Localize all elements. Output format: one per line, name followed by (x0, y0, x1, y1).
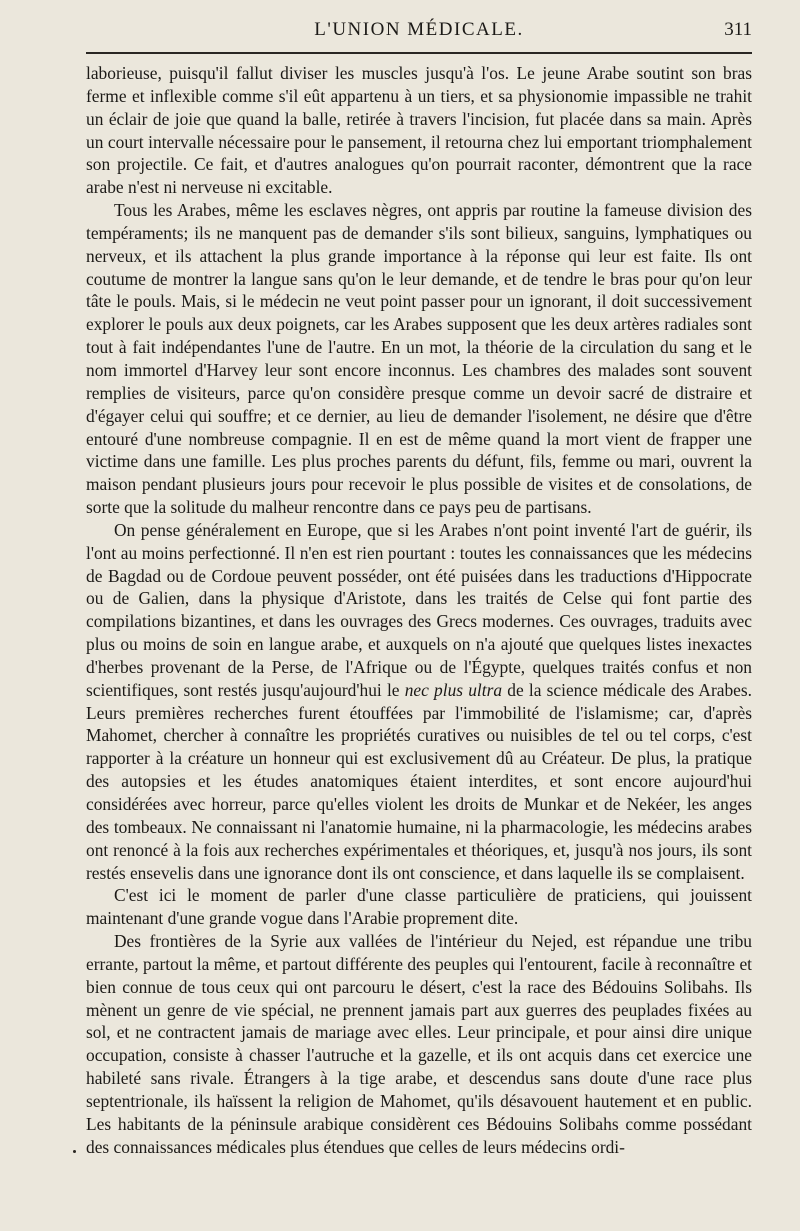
paragraph (86, 62, 752, 199)
margin-mark (73, 1150, 76, 1153)
paragraph-text: Tous les Arabes, même les esclaves nègres, ont appris par routine la fameuse division des tempéraments; ils ne manquent pas de demander s'ils sont bilieux, sanguins, lymphatiques ou nerveux, et ils attachent la plus grande importance à la réponse qui leur est faite. Ils ont coutume de montrer la langue sans qu'on le leur demande, et de tendre le bras pour qu'on leur tâte le pouls. Mais, si le médecin ne veut point passer pour un ignorant, il doit successivement explorer le pouls aux deux poignets, car les Arabes supposent que les deux artères radiales sont tout à fait indépendantes l'une de l'autre. En un mot, la théorie de la circulation du sang et le nom immortel d'Harvey leur sont encore inconnus. Les chambres des malades sont souvent remplies de visiteurs, parce qu'on considère presque comme un devoir sacré de distraire et d'égayer celui qui souffre; et ce dernier, au lieu de demander l'isolement, ne désire que d'être entouré d'une nombreuse compagnie. Il en est de même quand la mort vient de frapper une victime dans une famille. Les plus proches parents du défunt, fils, femme ou mari, ouvrent la maison pendant plusieurs jours pour recevoir le plus possible de visites et de consolations, de sorte que la solitude du malheur rencontre dans ce pays peu de partisans. (86, 200, 752, 518)
paragraph (86, 199, 752, 519)
header-rule (86, 52, 752, 54)
paragraph (86, 884, 752, 930)
paragraph (86, 519, 752, 885)
paragraph-text: On pense généralement en Europe, que si les Arabes n'ont point inventé l'art de guérir, ils l'ont au moins perfectionné. Il n'en est rien pourtant : toutes les connaissances que les médecins de Bagdad ou de Cordoue peuvent posséder, ont été puisées dans les traductions d'Hippocrate ou de Galien, dans la physique d'Aristote, dans les traités de Celse qui font partie des compilations bizantines, et dans les ouvrages des Grecs modernes. Ces ouvrages, traduits avec plus ou moins de soin en langue arabe, et auxquels on n'a ajouté que quelques listes inexactes d'herbes provenant de la Perse, de l'Afrique ou de l'Égypte, quelques traités confus et non scientifiques, sont restés jusqu'aujourd'hui le (86, 519, 752, 700)
italic-phrase: nec plus ultra (404, 679, 503, 700)
paragraph-text: Des frontières de la Syrie aux vallées de l'intérieur du Nejed, est répandue une tribu errante, partout la même, et partout différente des peuples qui l'entourent, facile à reconnaître et bien connue de tous ceux qui ont parcouru le désert, c'est la race des Bédouins Solibahs. Ils mènent un genre de vie spécial, ne prennent jamais part aux guerres des peuplades fixées au sol, et ne contractent jamais de mariage avec elles. Leur principale, et pour ainsi dire unique occupation, consiste à chasser l'autruche et la gazelle, et ils ont acquis dans cet exercice une habileté sans rivale. Étrangers à la tige arabe, et descendus sans doute d'une race plus septentrionale, ils haïssent la religion de Mahomet, qu'ils désavouent hautement et en public. Les habitants de la péninsule arabique considèrent ces Bédouins Solibahs comme possédant des connaissances médicales plus étendues que celles de leurs médecins ordi- (86, 931, 752, 1157)
running-title: L'UNION MÉDICALE. (314, 19, 524, 40)
page-number: 311 (724, 19, 752, 40)
body-text (86, 62, 752, 1159)
paragraph-text: de la science médicale des Arabes. Leurs premières recherches furent étouffées par l'immobilité de l'islamisme; car, d'après Mahomet, chercher à connaître les propriétés curatives ou nuisibles de tel ou tel corps, c'est rapporter à la créature un honneur qui est exclusivement dû au Créateur. De plus, la pratique des autopsies et les études anatomiques étaient interdites, et sont encore aujourd'hui considérées avec horreur, parce qu'elles violent les droits de Munkar et de Nekéer, les anges des tombeaux. Ne connaissant ni l'anatomie humaine, ni la pharmacologie, les médecins arabes ont renoncé à la fois aux recherches expérimentales et théoriques, et, jusqu'à nos jours, ils sont restés ensevelis dans une ignorance dont ils ont conscience, et dans laquelle ils se complaisent. (86, 679, 752, 883)
paragraph-text: laborieuse, puisqu'il fallut diviser les muscles jusqu'à l'os. Le jeune Arabe soutint son bras ferme et inflexible comme s'il eût appartenu à un tiers, et sa physionomie impassible ne trahit un éclair de joie que quand la balle, retirée à travers l'incision, fut placée dans sa main. Après un court intervalle nécessaire pour le pansement, il retourna chez lui emportant triomphalement son projectile. Ce fait, et d'autres analogues qu'on pourrait raconter, démontrent que la race arabe n'est ni nerveuse ni excitable. (86, 63, 752, 198)
paragraph (86, 930, 752, 1158)
paragraph-text: C'est ici le moment de parler d'une classe particulière de praticiens, qui jouissent maintenant d'une grande vogue dans l'Arabie proprement dite. (86, 885, 752, 929)
running-head (86, 19, 752, 45)
